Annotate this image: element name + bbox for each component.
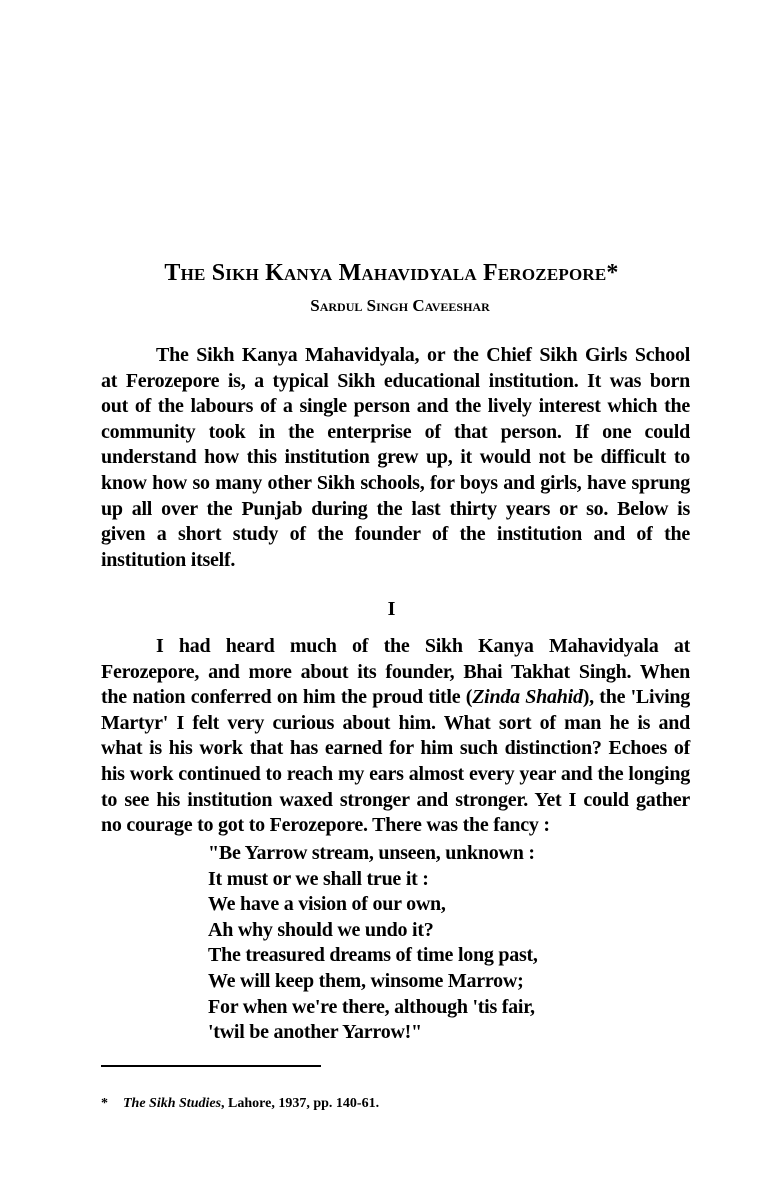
body-paragraph <box>101 634 690 839</box>
text-fragment: ), the 'Living <box>582 686 691 709</box>
text-line: community took in the enterprise of that person. If one could <box>101 420 690 443</box>
footnote-divider <box>101 1065 321 1067</box>
text-line: at Ferozepore is, a typical Sikh educational institution. It was born <box>101 369 690 392</box>
article-author: Sardul Singh Caveeshar <box>310 296 490 315</box>
footnote-marker: * <box>101 1096 108 1111</box>
text-line: Ferozepore, and more about its founder, Bhai Takhat Singh. When <box>101 660 690 683</box>
text-line: institution itself. <box>101 548 236 571</box>
poem-line: We have a vision of our own, <box>208 893 446 916</box>
poem-line: "Be Yarrow stream, unseen, unknown : <box>208 842 535 864</box>
poem-quote <box>208 841 628 1046</box>
text-line: out of the labours of a single person and the lively interest which the <box>101 395 690 418</box>
poem-line: For when we're there, although 'tis fair, <box>208 995 535 1018</box>
poem-line: We will keep them, winsome Marrow; <box>208 969 524 992</box>
text-line: understand how this institution grew up, it would not be difficult to <box>101 446 690 469</box>
text-line: given a short study of the founder of the institution and of the <box>101 523 690 546</box>
poem-line: It must or we shall true it : <box>208 867 429 890</box>
article-title: The Sikh Kanya Mahavidyala Ferozepore* <box>164 260 619 286</box>
intro-paragraph <box>101 343 690 573</box>
poem-line: The treasured dreams of time long past, <box>208 944 538 967</box>
text-line: The Sikh Kanya Mahavidyala, or the Chief Sikh Girls School <box>156 344 690 366</box>
italic-term: Zinda Shahid <box>472 686 583 709</box>
footnote-details: , Lahore, 1937, pp. 140-61. <box>221 1096 380 1111</box>
text-fragment: the nation conferred on him the proud title ( <box>101 686 473 709</box>
footnote <box>101 1094 701 1114</box>
poem-line: Ah why should we undo it? <box>208 918 434 941</box>
poem-line: 'twil be another Yarrow!" <box>208 1021 422 1044</box>
text-line: know how so many other Sikh schools, for boys and girls, have sprung <box>101 471 690 494</box>
text-line <box>101 685 690 711</box>
text-line: his work continued to reach my ears almost every year and the longing <box>101 762 690 785</box>
footnote-source: The Sikh Studies <box>123 1096 222 1111</box>
section-numeral: I <box>387 598 396 620</box>
text-line: Martyr' I felt very curious about him. What sort of man he is and <box>101 711 690 734</box>
text-line: to see his institution waxed stronger and stronger. Yet I could gather <box>101 788 690 811</box>
text-line: what is his work that has earned for him such distinction? Echoes of <box>101 737 690 760</box>
text-line: I had heard much of the Sikh Kanya Mahavidyala at <box>156 635 690 657</box>
text-line: up all over the Punjab during the last thirty years or so. Below is <box>101 497 690 520</box>
text-line: no courage to got to Ferozepore. There was the fancy : <box>101 814 550 837</box>
